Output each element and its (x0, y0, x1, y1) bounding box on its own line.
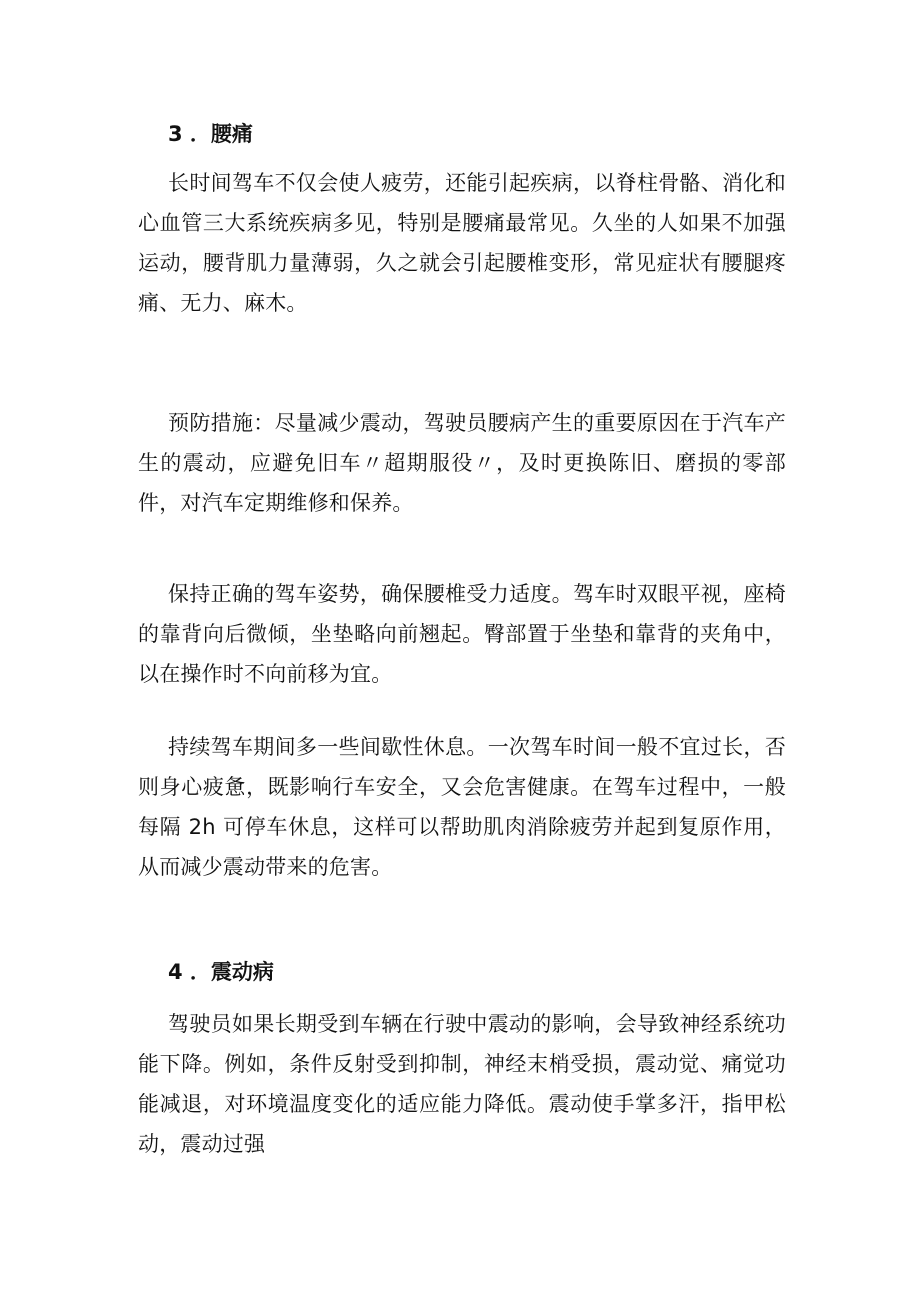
paragraph-prevention-vibration: 预防措施：尽量减少震动，驾驶员腰病产生的重要原因在于汽车产生的震动，应避免旧车〃超期服役〃，及时更换陈旧、磨损的零部件，对汽车定期维修和保养。 (138, 411, 786, 515)
section-heading-back-pain: 3 ．腰痛 (168, 122, 253, 146)
section-heading-vibration-disease: 4 ．震动病 (168, 960, 274, 984)
paragraph-driving-posture: 保持正确的驾车姿势，确保腰椎受力适度。驾车时双眼平视，座椅的靠背向后微倾，坐垫略向前翘起。臀部置于坐垫和靠背的夹角中，以在操作时不向前移为宜。 (138, 582, 786, 686)
paragraph-rest-breaks: 持续驾车期间多一些间歇性休息。一次驾车时间一般不宜过长，否则身心疲惫，既影响行车安全，又会危害健康。在驾车过程中，一般每隔 2h 可停车休息，这样可以帮助肌肉消除疲劳并起到复原作用，从而减少震动带来的危害。 (138, 735, 786, 879)
paragraph-vibration-effects: 驾驶员如果长期受到车辆在行驶中震动的影响，会导致神经系统功能下降。例如，条件反射受到抑制，神经末梢受损，震动觉、痛觉功能减退，对环境温度变化的适应能力降低。震动使手掌多汗，指甲松动，震动过强 (138, 1012, 786, 1156)
paragraph-back-pain-causes: 长时间驾车不仅会使人疲劳，还能引起疾病，以脊柱骨骼、消化和心血管三大系统疾病多见，特别是腰痛最常见。久坐的人如果不加强运动，腰背肌力量薄弱，久之就会引起腰椎变形，常见症状有腰腿疼痛、无力、麻木。 (138, 171, 786, 315)
